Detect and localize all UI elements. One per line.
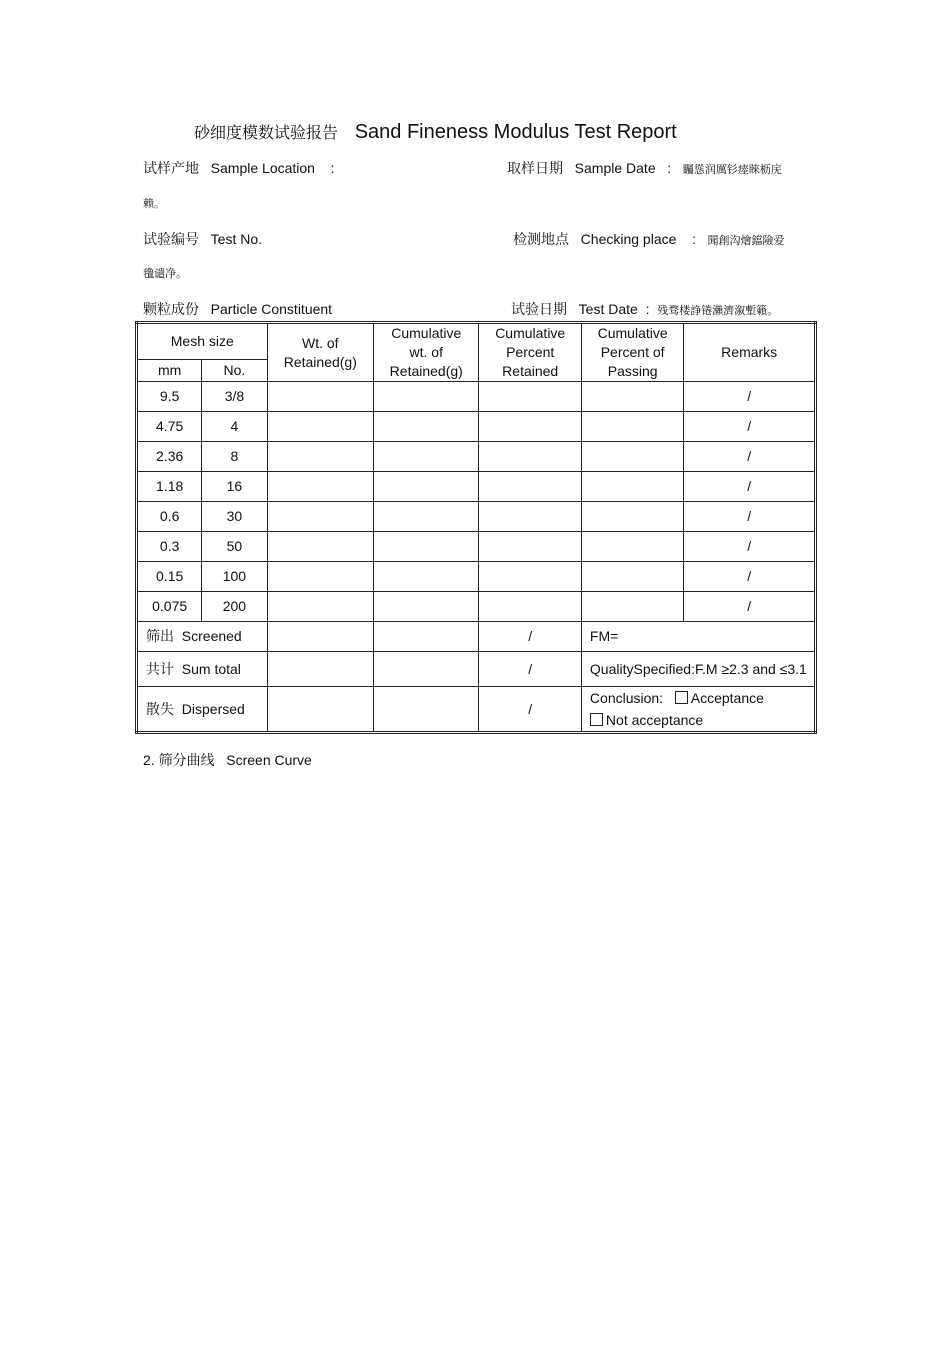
conclusion-label: Conclusion:	[589, 690, 664, 706]
cum-wt-cell[interactable]	[374, 442, 479, 472]
cum-ret-cell[interactable]	[479, 412, 581, 442]
checking-place-field	[513, 229, 785, 249]
table-row	[137, 562, 816, 592]
report-title-en: Sand Fineness Modulus Test Report	[354, 121, 677, 143]
test-date-colon: :	[645, 301, 650, 317]
dispersed-slash: /	[479, 687, 581, 733]
sum-slash: /	[479, 652, 581, 687]
cum-ret-cell[interactable]	[479, 532, 581, 562]
test-date-label-en: Test Date	[578, 301, 638, 317]
cum-wt-cell[interactable]	[374, 412, 479, 442]
cumret-header-line1: Cumulative	[495, 325, 566, 341]
remark-cell: /	[684, 562, 816, 592]
cum-ret-cell[interactable]	[479, 442, 581, 472]
checking-place-value: 聞創沟燴鐺險爱	[707, 235, 785, 247]
wt-header-line2: Retained(g)	[283, 353, 357, 370]
fm-cell: FM=	[581, 622, 815, 652]
cum-wt-cell[interactable]	[374, 382, 479, 412]
sample-location-field	[143, 158, 334, 178]
screened-wt-cell[interactable]	[267, 622, 373, 652]
wt-cell[interactable]	[267, 502, 373, 532]
cum-wt-cell[interactable]	[374, 472, 479, 502]
checking-place-label-en: Checking place	[580, 231, 677, 247]
section-number: 2.	[143, 752, 155, 768]
header-row-1	[137, 323, 816, 360]
not-acceptance-label: Not acceptance	[605, 712, 704, 728]
cumpass-header-line3: Passing	[607, 363, 658, 379]
no-header: No.	[202, 360, 267, 382]
mm-cell: 0.15	[137, 562, 202, 592]
cum-percent-retained-header	[479, 323, 581, 382]
section-title-en: Screen Curve	[226, 752, 312, 768]
cum-pass-cell[interactable]	[581, 502, 683, 532]
test-no-field	[143, 229, 262, 249]
checking-place-value-cont: 氇谴净。	[143, 268, 187, 280]
screened-label	[137, 622, 268, 652]
table-row	[137, 412, 816, 442]
wt-cell[interactable]	[267, 472, 373, 502]
sum-cum-wt-cell[interactable]	[374, 652, 479, 687]
cum-pass-cell[interactable]	[581, 592, 683, 622]
sample-date-label-cn: 取样日期	[507, 160, 563, 176]
wt-cell[interactable]	[267, 592, 373, 622]
sum-total-label-en: Sum total	[181, 660, 241, 677]
cum-ret-cell[interactable]	[479, 592, 581, 622]
no-cell: 100	[202, 562, 267, 592]
sample-date-label-en: Sample Date	[574, 160, 656, 176]
dispersed-label-cn: 散失	[146, 700, 174, 717]
cumwt-header-line1: Cumulative	[391, 325, 462, 341]
remark-cell: /	[684, 442, 816, 472]
no-cell: 16	[202, 472, 267, 502]
cum-wt-cell[interactable]	[374, 592, 479, 622]
remark-cell: /	[684, 592, 816, 622]
test-date-field	[511, 299, 778, 319]
remark-cell: /	[684, 532, 816, 562]
checking-place-label-cn: 检测地点	[513, 231, 569, 247]
screened-cum-wt-cell[interactable]	[374, 622, 479, 652]
cumret-header-line2: Percent	[506, 344, 555, 360]
screen-curve-heading	[143, 750, 312, 770]
test-no-label-cn: 试验编号	[143, 231, 199, 247]
test-no-label-en: Test No.	[210, 231, 263, 247]
cum-wt-header	[374, 323, 479, 382]
wt-cell[interactable]	[267, 562, 373, 592]
dispersed-cum-wt-cell[interactable]	[374, 687, 479, 733]
sum-total-label-cn: 共计	[146, 660, 174, 677]
mm-cell: 9.5	[137, 382, 202, 412]
screened-slash: /	[479, 622, 581, 652]
table-row	[137, 472, 816, 502]
sample-location-label-en: Sample Location	[210, 160, 315, 176]
dispersed-row	[137, 687, 816, 733]
no-cell: 8	[202, 442, 267, 472]
remarks-header: Remarks	[684, 323, 816, 382]
wt-cell[interactable]	[267, 382, 373, 412]
no-cell: 30	[202, 502, 267, 532]
mm-cell: 1.18	[137, 472, 202, 502]
not-acceptance-checkbox[interactable]	[590, 713, 603, 726]
cum-ret-cell[interactable]	[479, 562, 581, 592]
cumpass-header-line2: Percent of	[600, 344, 665, 360]
mesh-size-header: Mesh size	[137, 323, 268, 360]
checking-place-colon: :	[691, 231, 696, 247]
sample-date-field	[507, 158, 782, 178]
cum-pass-cell[interactable]	[581, 382, 683, 412]
table-row	[137, 442, 816, 472]
cumret-header-line3: Retained	[502, 363, 559, 379]
remark-cell: /	[684, 502, 816, 532]
cum-pass-cell[interactable]	[581, 532, 683, 562]
section-title-cn: 筛分曲线	[158, 752, 215, 768]
mm-header: mm	[137, 360, 202, 382]
cum-percent-passing-header	[581, 323, 683, 382]
cum-ret-cell[interactable]	[479, 382, 581, 412]
sum-wt-cell[interactable]	[267, 652, 373, 687]
acceptance-checkbox[interactable]	[675, 691, 688, 704]
dispersed-label	[137, 687, 268, 733]
particle-field	[143, 299, 332, 319]
cumwt-header-line2: wt. of	[409, 344, 443, 360]
cumwt-header-line3: Retained(g)	[389, 363, 463, 379]
table-row	[137, 382, 816, 412]
sample-date-colon: :	[667, 160, 672, 176]
sum-total-row	[137, 652, 816, 687]
quality-spec-cell: QualitySpecified:F.M ≥2.3 and ≤3.1	[581, 652, 815, 687]
cumpass-header-line1: Cumulative	[597, 325, 668, 341]
cum-pass-cell[interactable]	[581, 472, 683, 502]
sample-location-colon: :	[330, 160, 335, 176]
dispersed-label-en: Dispersed	[181, 700, 245, 717]
test-date-label-cn: 试验日期	[511, 301, 567, 317]
sample-location-label-cn: 试样产地	[143, 160, 199, 176]
cum-pass-cell[interactable]	[581, 412, 683, 442]
cum-wt-cell[interactable]	[374, 562, 479, 592]
particle-label-en: Particle Constituent	[210, 301, 333, 317]
cum-wt-cell[interactable]	[374, 502, 479, 532]
wt-cell[interactable]	[267, 412, 373, 442]
no-cell: 200	[202, 592, 267, 622]
report-title	[194, 120, 677, 144]
dispersed-wt-cell[interactable]	[267, 687, 373, 733]
no-cell: 50	[202, 532, 267, 562]
sum-total-label	[137, 652, 268, 687]
wt-header-line1: Wt. of	[302, 334, 339, 351]
wt-retained-header	[267, 323, 373, 382]
table-row	[137, 532, 816, 562]
table-row	[137, 592, 816, 622]
test-date-value: 残骛楼諍锩瀨濟溆塹籟。	[657, 305, 779, 317]
cum-pass-cell[interactable]	[581, 562, 683, 592]
report-title-cn: 砂细度模数试验报告	[194, 125, 339, 142]
sieve-table	[135, 321, 817, 734]
no-cell: 4	[202, 412, 267, 442]
mm-cell: 0.075	[137, 592, 202, 622]
mm-cell: 0.6	[137, 502, 202, 532]
mm-cell: 0.3	[137, 532, 202, 562]
conclusion-cell	[581, 687, 815, 733]
remark-cell: /	[684, 472, 816, 502]
sample-date-value: 矚慫润厲钐瘗睞枥庑	[682, 164, 782, 176]
wt-cell[interactable]	[267, 532, 373, 562]
cum-ret-cell[interactable]	[479, 472, 581, 502]
no-cell: 3/8	[202, 382, 267, 412]
remark-cell: /	[684, 382, 816, 412]
sample-date-value-cont: 赖。	[143, 198, 165, 210]
cum-wt-cell[interactable]	[374, 532, 479, 562]
acceptance-label: Acceptance	[690, 690, 764, 706]
table-row	[137, 502, 816, 532]
mm-cell: 4.75	[137, 412, 202, 442]
screened-row	[137, 622, 816, 652]
cum-ret-cell[interactable]	[479, 502, 581, 532]
screened-label-en: Screened	[181, 628, 242, 644]
wt-cell[interactable]	[267, 442, 373, 472]
particle-label-cn: 颗粒成份	[143, 301, 199, 317]
remark-cell: /	[684, 412, 816, 442]
mm-cell: 2.36	[137, 442, 202, 472]
cum-pass-cell[interactable]	[581, 442, 683, 472]
screened-label-cn: 筛出	[146, 628, 174, 644]
